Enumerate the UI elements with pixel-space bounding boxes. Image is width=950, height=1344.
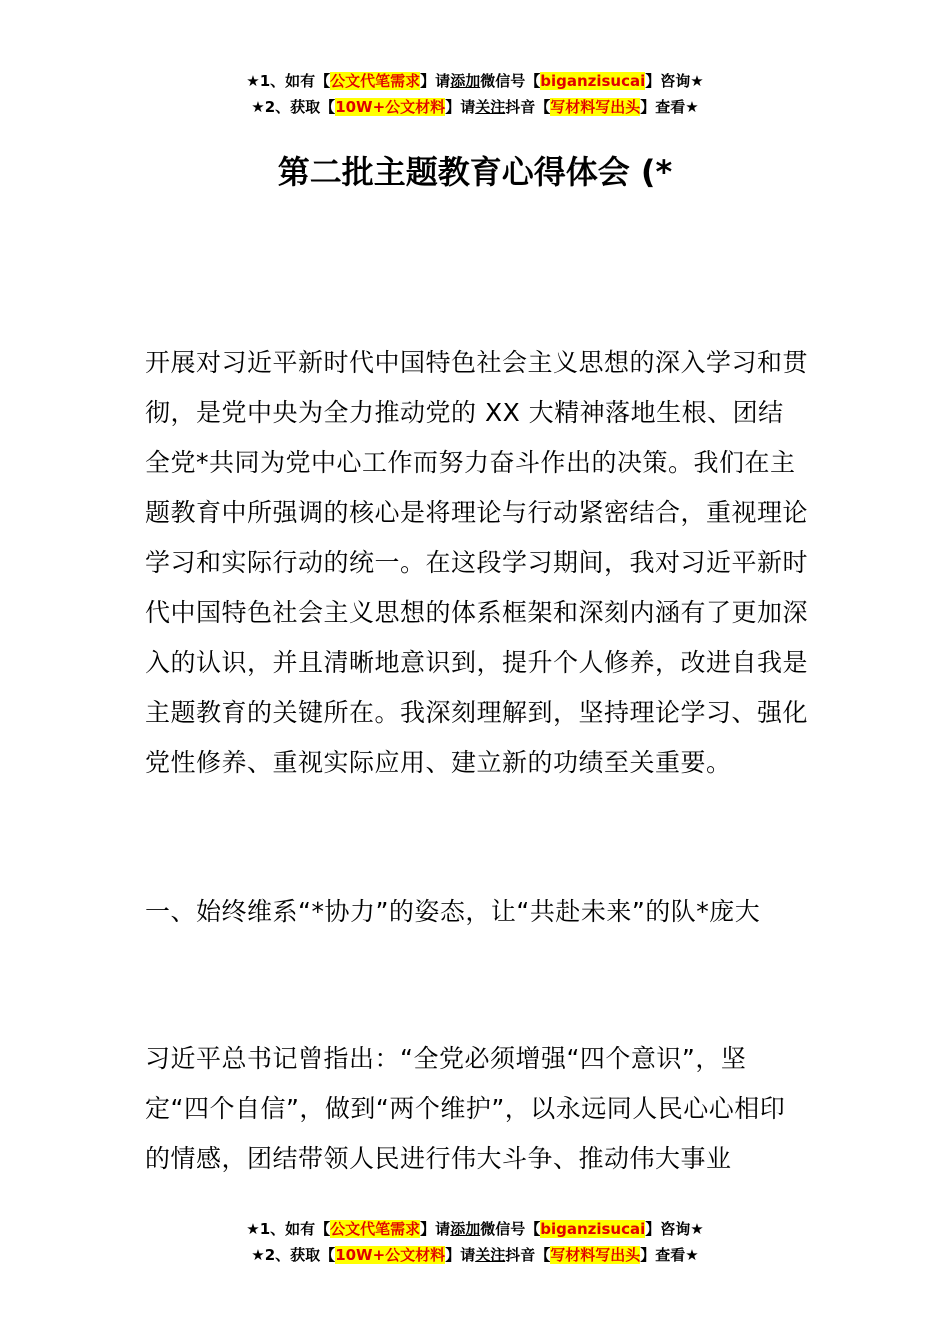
banner-line2-highlight-douyin: 写材料写出头 <box>550 98 641 116</box>
banner-line2-suffix: 】查看★ <box>640 98 699 116</box>
section-heading-1: 一、始终维系“*协力”的姿态，让“共赴未来”的队*庞大 <box>145 897 761 926</box>
banner-line2-highlight-materials: 10W+公文材料 <box>335 98 446 116</box>
footer-line2-highlight-douyin: 写材料写出头 <box>550 1246 641 1264</box>
body-paragraph-2: 习近平总书记曾指出：“全党必须增强“四个意识”，坚定“四个自信”，做到“两个维护”，以永远同人民心心相印的情感，团结带领人民进行伟大斗争、推动伟大事业 <box>145 1044 786 1173</box>
footer-line1-highlight-service: 公文代笔需求 <box>330 1220 421 1238</box>
banner-line2-prefix: ★2、获取【 <box>251 98 336 116</box>
footer-banner-line-1 <box>0 1216 950 1242</box>
banner-line1-highlight-service: 公文代笔需求 <box>330 72 421 90</box>
banner-line1-suffix: 】咨询★ <box>645 72 704 90</box>
banner-line1-highlight-wechat: biganzisucai <box>540 72 646 90</box>
footer-line1-suffix: 】咨询★ <box>645 1220 704 1238</box>
banner-line1-mid2: 微信号【 <box>480 72 541 90</box>
footer-line1-highlight-wechat: biganzisucai <box>540 1220 646 1238</box>
banner-line2-mid1: 】请 <box>445 98 476 116</box>
footer-line2-highlight-materials: 10W+公文材料 <box>335 1246 446 1264</box>
footer-line2-mid2: 抖音【 <box>505 1246 551 1264</box>
banner-line1-prefix: ★1、如有【 <box>246 72 331 90</box>
banner-line-1 <box>0 68 950 94</box>
banner-line1-emph: 添加 <box>450 72 481 90</box>
footer-line2-prefix: ★2、获取【 <box>251 1246 336 1264</box>
body-paragraph-1: 开展对习近平新时代中国特色社会主义思想的深入学习和贯彻，是党中央为全力推动党的 XX 大精神落地生根、团结全党*共同为党中心工作而努力奋斗作出的决策。我们在主题教育中所强调的核心是将理论与行动紧密结合，重视理论学习和实际行动的统一。在这段学习期间，我对习近平新时代中国特色社会主义思想的体系框架和深刻内涵有了更加深入的认识，并且清晰地意识到，提升个人修养，改进自我是主题教育的关键所在。我深刻理解到，坚持理论学习、强化党性修养、重视实际应用、建立新的功绩至关重要。 <box>145 348 809 777</box>
footer-banner <box>0 1216 950 1268</box>
header-banner <box>0 68 950 120</box>
banner-line-2 <box>0 94 950 120</box>
banner-line2-emph: 关注 <box>475 98 506 116</box>
footer-banner-line-2 <box>0 1242 950 1268</box>
footer-line1-prefix: ★1、如有【 <box>246 1220 331 1238</box>
footer-line2-emph: 关注 <box>475 1246 506 1264</box>
footer-line1-mid1: 】请 <box>420 1220 451 1238</box>
footer-line1-mid2: 微信号【 <box>480 1220 541 1238</box>
footer-line2-suffix: 】查看★ <box>640 1246 699 1264</box>
banner-line1-mid1: 】请 <box>420 72 451 90</box>
footer-line1-emph: 添加 <box>450 1220 481 1238</box>
banner-line2-mid2: 抖音【 <box>505 98 551 116</box>
footer-line2-mid1: 】请 <box>445 1246 476 1264</box>
document-title: 第二批主题教育心得体会 (* <box>277 153 673 191</box>
